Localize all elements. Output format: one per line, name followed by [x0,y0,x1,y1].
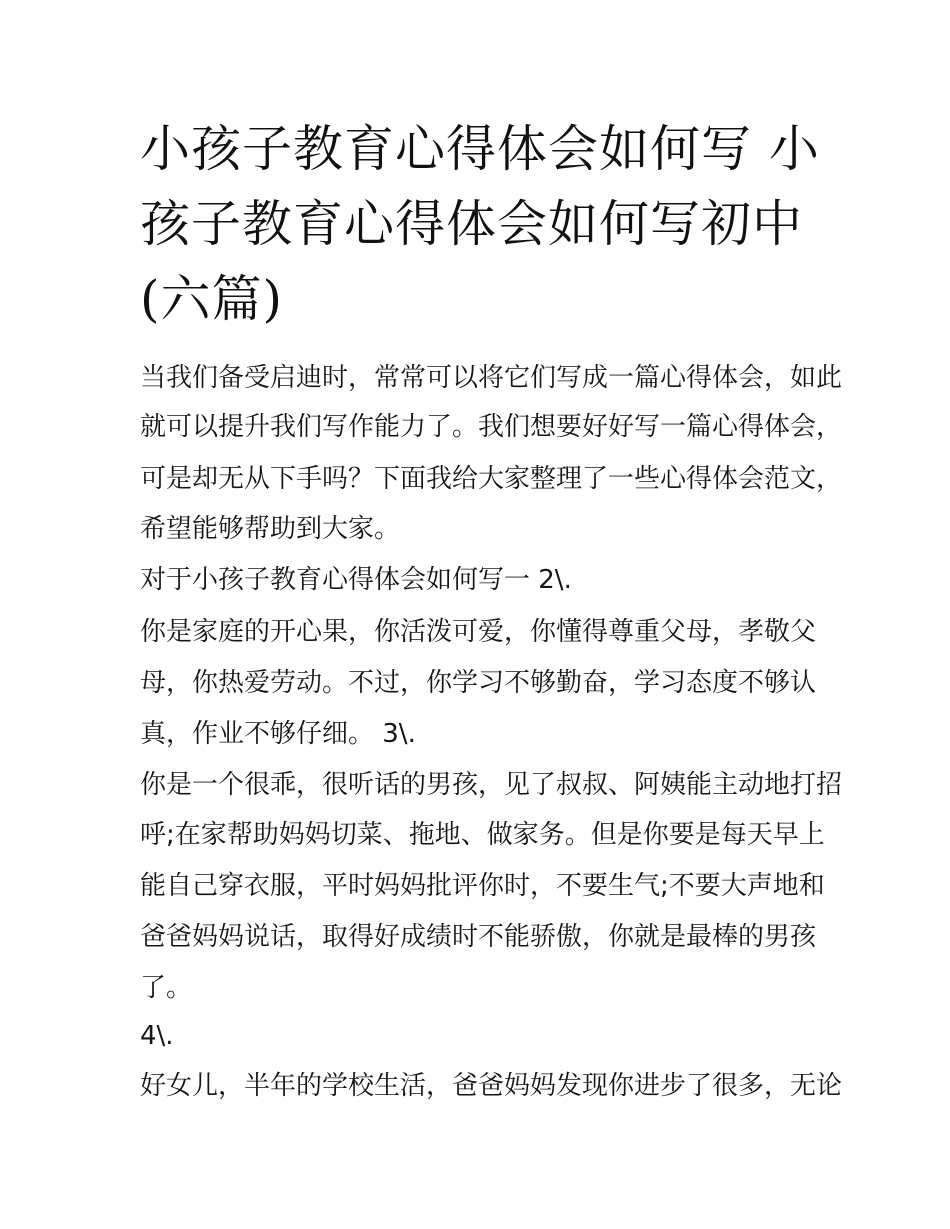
body-line-8: 真，作业不够仔细。 3\. [140,719,416,749]
body-line-6: 你是家庭的开心果，你活泼可爱，你懂得尊重父母，孝敬父 [140,617,817,647]
title-line-3: (六篇) [140,270,284,328]
body-line-10: 呼;在家帮助妈妈切菜、拖地、做家务。但是你要是每天早上 [140,820,825,850]
body-line-15: 好女儿，半年的学校生活，爸爸妈妈发现你进步了很多，无论 [140,1071,843,1101]
body-line-12: 爸爸妈妈说话，取得好成绩时不能骄傲，你就是最棒的男孩 [140,922,817,952]
body-line-13: 了。 [140,973,193,1003]
body-line-1: 当我们备受启迪时，常常可以将它们写成一篇心得体会，如此 [140,363,843,393]
body-line-7: 母，你热爱劳动。不过，你学习不够勤奋，学习态度不够认 [140,668,817,698]
body-line-3: 可是却无从下手吗？下面我给大家整理了一些心得体会范文， [140,464,843,494]
section-heading-line: 对于小孩子教育心得体会如何写一 2\. [140,565,572,595]
body-line-2: 就可以提升我们写作能力了。我们想要好好写一篇心得体会， [140,412,843,442]
title-line-1: 小孩子教育心得体会如何写 小 [140,120,820,178]
body-line-11: 能自己穿衣服，平时妈妈批评你时，不要生气;不要大声地和 [140,871,825,901]
body-line-4: 希望能够帮助到大家。 [140,514,401,544]
body-line-14: 4\. [140,1021,174,1051]
body-line-9: 你是一个很乖，很听话的男孩，见了叔叔、阿姨能主动地打招 [140,770,843,800]
title-line-2: 孩子教育心得体会如何写初中 [140,195,803,253]
document-title [140,112,840,337]
